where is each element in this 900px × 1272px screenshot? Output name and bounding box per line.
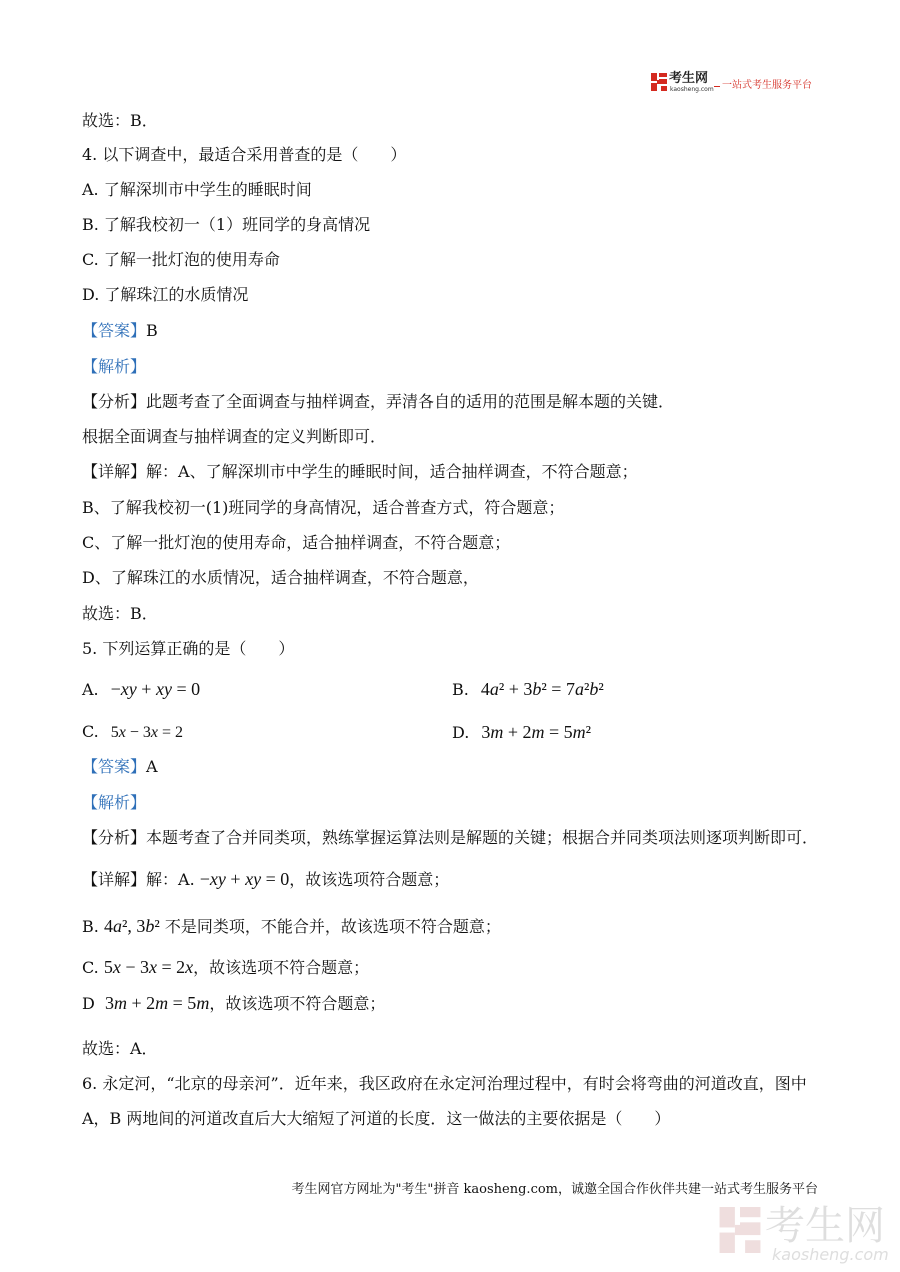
q4-xiangjie-a: 解：A、了解深圳市中学生的睡眠时间，适合抽样调查，不符合题意；: [146, 462, 638, 481]
q5-answer-label: 【答案】: [82, 757, 147, 776]
q5-xiangjie-d-suffix: ，故该选项不符合题意；: [209, 994, 386, 1013]
q5-xiangjie-a-prefix: 解：A.: [146, 870, 200, 889]
q4-conclusion: 故选：B．: [82, 604, 158, 623]
q5-option-c: [82, 722, 183, 743]
q5-answer-line: [82, 757, 158, 777]
q6-stem-line-1: 6. 永定河，“北京的母亲河”．近年来，我区政府在永定河治理过程中，有时会将弯曲的河道改直，图中: [82, 1074, 807, 1093]
q5-xiangjie-b-suffix: 不是同类项，不能合并，故该选项不符合题意；: [159, 917, 501, 936]
q5-xiangjie-c-math: 5x − 3x = 2x: [103, 957, 194, 977]
q4-option-c: C. 了解一批灯泡的使用寿命: [82, 250, 280, 269]
q4-analysis-label: 【解析】: [82, 357, 147, 376]
q5-option-b-math: 4a² + 3b² = 7a²b²: [480, 679, 604, 699]
watermark-logo-name: 考生网: [765, 1203, 885, 1249]
header-slogan: 一站式考生服务平台: [722, 80, 812, 91]
q5-xiangjie-b: [82, 916, 501, 937]
q5-option-b: [452, 679, 604, 700]
q4-answer-label: 【答案】: [82, 321, 147, 340]
q4-stem: 4. 以下调查中，最适合采用普查的是（ ）: [82, 145, 407, 164]
q4-xiangjie-label: 【详解】: [82, 462, 147, 481]
header-logo-name: 考生网: [669, 71, 709, 86]
header-slogan-rule: [714, 86, 720, 87]
q5-xiangjie-b-prefix: B.: [82, 917, 104, 936]
q5-xiangjie-c-prefix: C.: [82, 958, 104, 977]
q4-xiangjie-line: [82, 462, 638, 482]
q5-answer-value: A: [146, 757, 158, 776]
q5-fenxi-label: 【分析】: [82, 828, 147, 847]
kaosheng-logo-icon: [651, 73, 667, 91]
q5-option-d: [452, 722, 591, 743]
q5-xiangjie-label: 【详解】: [82, 870, 147, 889]
q5-option-d-math: 3m + 2m = 5m²: [481, 722, 592, 742]
q5-fenxi-text: 本题考查了合并同类项，熟练掌握运算法则是解题的关键；根据合并同类项法则逐项判断即可．: [146, 828, 819, 847]
q5-xiangjie-d-math: 3m + 2m = 5m: [105, 993, 210, 1013]
q5-xiangjie-c: [82, 957, 369, 978]
q5-xiangjie-a-math: −xy + xy = 0: [199, 869, 290, 889]
q6-stem-line-2: A，B 两地间的河道改直后大大缩短了河道的长度．这一做法的主要依据是（ ）: [82, 1109, 671, 1128]
q4-xiangjie-d: D、了解珠江的水质情况，适合抽样调查，不符合题意，: [82, 568, 479, 587]
q5-option-a: [82, 679, 200, 700]
page-footer: 考生网官方网址为"考生"拼音 kaosheng.com，诚邀全国合作伙伴共建一站式考生服务平台: [291, 1182, 818, 1197]
q5-xiangjie-line: [82, 869, 449, 890]
q5-stem: 5. 下列运算正确的是（ ）: [82, 639, 295, 658]
q4-xiangjie-b: B、了解我校初一(1)班同学的身高情况，适合普查方式，符合题意；: [82, 498, 565, 517]
q5-option-b-label: B.: [452, 680, 469, 699]
q4-fenxi-label: 【分析】: [82, 392, 147, 411]
q5-conclusion: 故选：A．: [82, 1039, 158, 1058]
q4-fenxi-line: [82, 392, 674, 412]
header-logo-domain: kaosheng.com: [670, 86, 714, 93]
q5-option-a-label: A.: [82, 680, 99, 699]
q5-xiangjie-d-prefix: D: [82, 994, 105, 1013]
watermark-logo-domain: kaosheng.com: [772, 1245, 889, 1264]
q4-answer-value: B: [146, 321, 158, 340]
q4-fenxi-text: 此题考查了全面调查与抽样调查，弄清各自的适用的范围是解本题的关键．: [146, 392, 675, 411]
q4-answer-line: [82, 321, 158, 341]
q5-xiangjie-c-suffix: ，故该选项不符合题意；: [193, 958, 370, 977]
q5-option-c-math: 5x − 3x = 2: [110, 724, 184, 741]
q5-option-c-label: C.: [82, 722, 99, 741]
q5-xiangjie-d: [82, 993, 385, 1014]
prev-conclusion: 故选：B．: [82, 111, 158, 130]
q4-option-b: B. 了解我校初一（1）班同学的身高情况: [82, 215, 371, 234]
q4-option-a: A. 了解深圳市中学生的睡眠时间: [82, 180, 312, 199]
q5-fenxi-line: [82, 828, 818, 848]
q5-option-a-math: −xy + xy = 0: [110, 679, 201, 699]
q5-option-d-label: D.: [452, 723, 470, 742]
q5-xiangjie-b-math: 4a², 3b²: [103, 916, 160, 936]
q5-analysis-label: 【解析】: [82, 793, 147, 812]
q4-fenxi-text-2: 根据全面调查与抽样调查的定义判断即可．: [82, 427, 387, 446]
q4-option-d: D. 了解珠江的水质情况: [82, 285, 249, 304]
q5-xiangjie-a-suffix: ，故该选项符合题意；: [289, 870, 450, 889]
watermark-logo-icon: [718, 1207, 762, 1253]
q4-xiangjie-c: C、了解一批灯泡的使用寿命，适合抽样调查，不符合题意；: [82, 533, 511, 552]
